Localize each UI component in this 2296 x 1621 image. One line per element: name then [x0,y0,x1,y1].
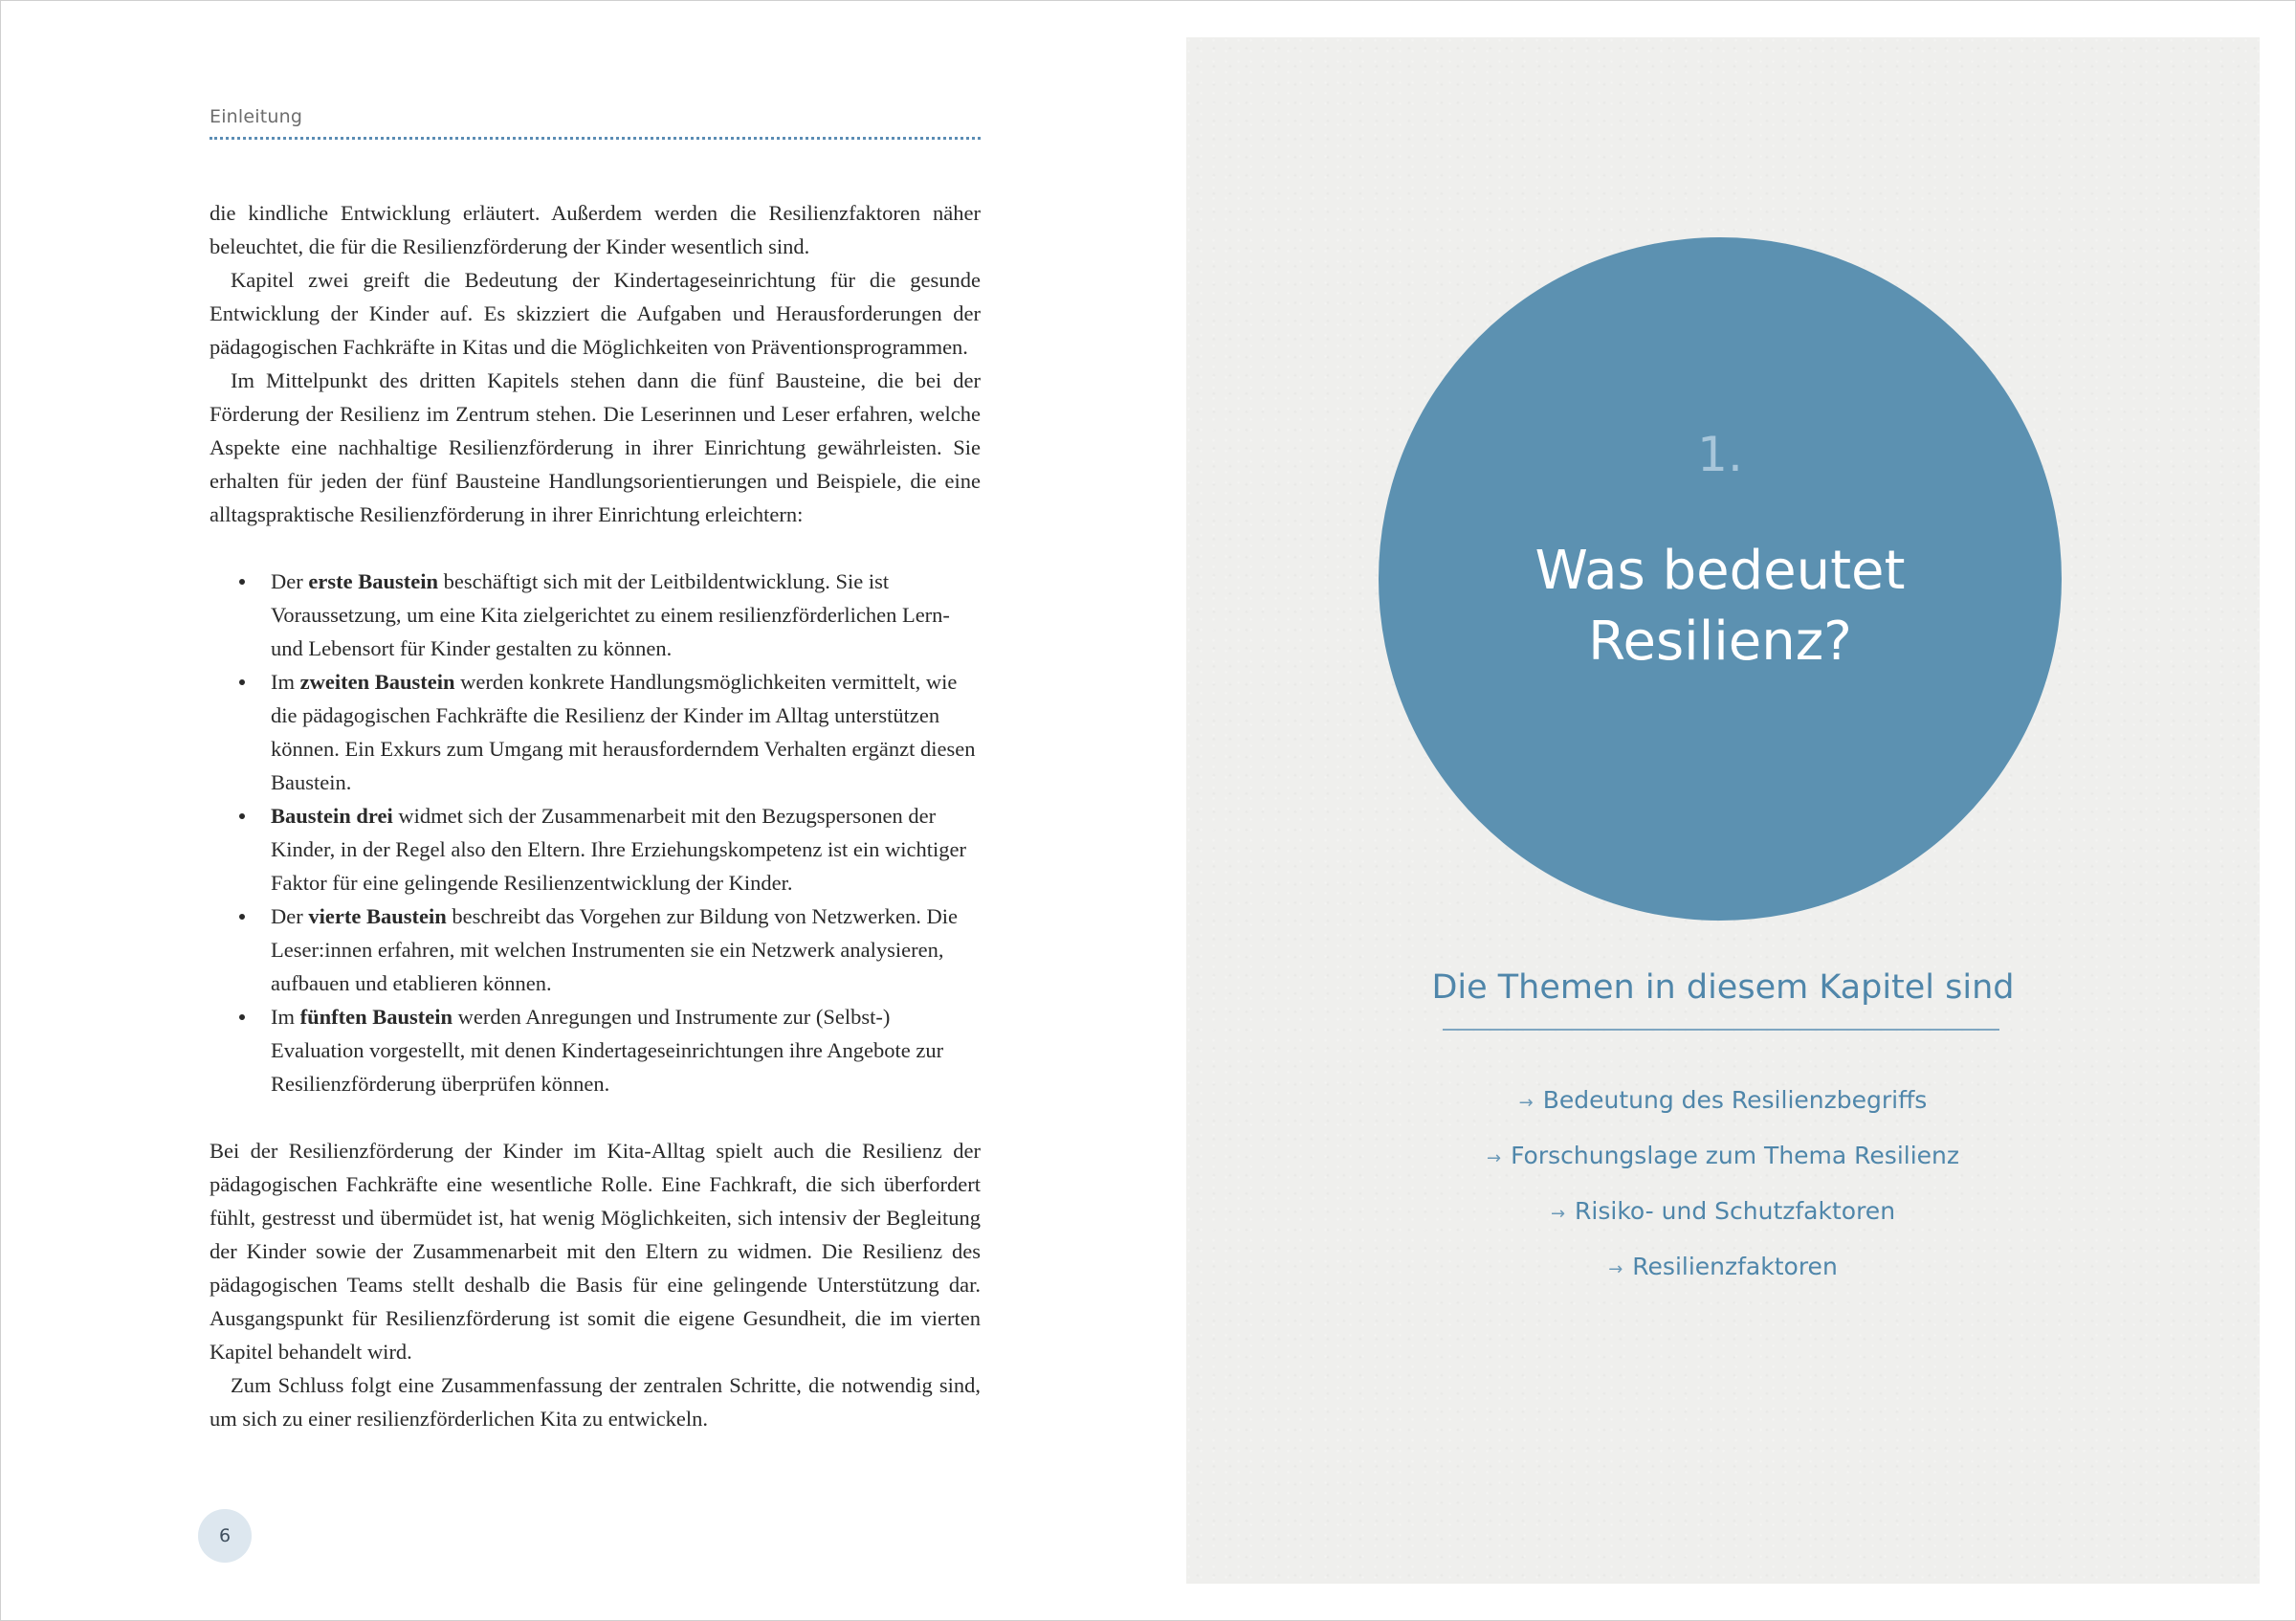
topic-item [1186,1239,2260,1295]
topic-label: Forschungslage zum Thema Resilienz [1511,1142,1960,1169]
baustein-name: erste Baustein [308,569,438,593]
baustein-list [210,565,981,1100]
running-head: Einleitung [210,106,303,127]
paragraph: Bei der Resilienzförderung der Kinder im Kita-Alltag spielt auch die Resilienz der pädagogischen Fachkräfte eine wesentliche Rolle. Eine Fachkraft, die sich überfordert fühlt, gestresst und übermüdet ist, hat wenig Möglichkeiten, sich intensiv der Begleitung der Kinder sowie der Zusammenarbeit mit den Eltern zu widmen. Die Resilienz des pädagogischen Teams stellt deshalb die Basis für eine gelingende Unterstützung dar. Ausgangspunkt für Resilienzförderung ist somit die eigene Gesundheit, die im vierten Kapitel behandelt wird. [210,1139,981,1364]
paragraphs-after [210,1134,981,1435]
left-page [1,1,1149,1620]
list-item: Im zweiten Baustein werden konkrete Handlungsmöglichkeiten vermittelt, wie die pädagogischen Fachkräfte die Resilienz der Kinder im Alltag unterstützen können. Ein Exkurs zum Umgang mit herausforderndem Verhalten ergänzt diesen Baustein. [271,665,981,799]
chapter-title [1379,536,2062,677]
list-item: Im fünften Baustein werden Anregungen und Instrumente zur (Selbst-) Evaluation vorgestellt, mit denen Kindertageseinrichtungen ihre Angebote zur Resilienzförderung überprüfen können. [271,1000,981,1100]
chapter-circle [1379,237,2062,921]
body-text [210,196,981,1435]
paragraph: Im Mittelpunkt des dritten Kapitels stehen dann die fünf Bausteine, die bei der Förderung der Resilienz im Zentrum stehen. Die Leserinnen und Leser erfahren, welche Aspekte eine nachhaltige Resilienzförderung in ihrer Einrichtung gewährleisten. Sie erhalten für jeden der fünf Bausteine Handlungsorientierungen und Beispiele, die eine alltagspraktische Resilienzförderung in ihrer Einrichtung erleichtern: [210,368,981,526]
list-item: Der vierte Baustein beschreibt das Vorgehen zur Bildung von Netzwerken. Die Leser:innen erfahren, mit welchen Instrumenten sie ein Netzwerk analysieren, aufbauen und etablieren können. [271,899,981,1000]
list-item: Der erste Baustein beschäftigt sich mit der Leitbildentwicklung. Sie ist Voraussetzung, um eine Kita zielgerichtet zu einem resilienzförderlichen Lern- und Lebensort für Kinder gestalten zu können. [271,565,981,665]
right-page [1186,37,2260,1584]
baustein-name: Baustein drei [271,804,393,828]
topic-item [1186,1128,2260,1184]
baustein-name: zweiten Baustein [299,670,455,694]
topics-divider [1443,1029,1999,1031]
topic-label: Resilienzfaktoren [1632,1253,1838,1280]
baustein-name: fünften Baustein [299,1005,453,1029]
baustein-name: vierte Baustein [308,904,447,928]
dotted-rule [210,137,981,140]
topics-heading: Die Themen in diesem Kapitel sind [1431,968,2015,1007]
chapter-title-line: Resilienz? [1588,611,1852,673]
paragraph: Kapitel zwei greift die Bedeutung der Kindertageseinrichtung für die gesunde Entwicklung der Kinder auf. Es skizziert die Aufgaben und Herausforderungen der pädagogischen Fachkräfte in Kitas und die Möglichkeiten von Präventionsprogrammen. [210,268,981,359]
paragraph: Zum Schluss folgt eine Zusammenfassung der zentralen Schritte, die notwendig sind, um sich zu einer resilienzförderlichen Kita zu entwickeln. [210,1373,981,1431]
arrow-right-icon: → [1518,1093,1534,1113]
paragraph: die kindliche Entwicklung erläutert. Außerdem werden die Resilienzfaktoren näher beleuchtet, die für die Resilienzförderung der Kinder wesentlich sind. [210,201,981,258]
chapter-title-line: Was bedeutet [1534,540,1906,602]
chapter-number: 1. [1697,427,1743,482]
paragraphs-before [210,196,981,531]
topic-item [1186,1073,2260,1128]
arrow-right-icon: → [1486,1148,1502,1168]
page-number: 6 [198,1509,252,1563]
topic-item [1186,1184,2260,1239]
list-item: Baustein drei widmet sich der Zusammenarbeit mit den Bezugspersonen der Kinder, in der Regel also den Eltern. Ihre Erziehungskompetenz ist ein wichtiger Faktor für eine gelingende Resilienzentwicklung der Kinder. [271,799,981,899]
topic-label: Bedeutung des Resilienzbegriffs [1542,1086,1928,1114]
topics-list [1186,1073,2260,1295]
arrow-right-icon: → [1550,1204,1566,1224]
topic-label: Risiko- und Schutzfaktoren [1575,1197,1896,1225]
arrow-right-icon: → [1608,1259,1623,1279]
